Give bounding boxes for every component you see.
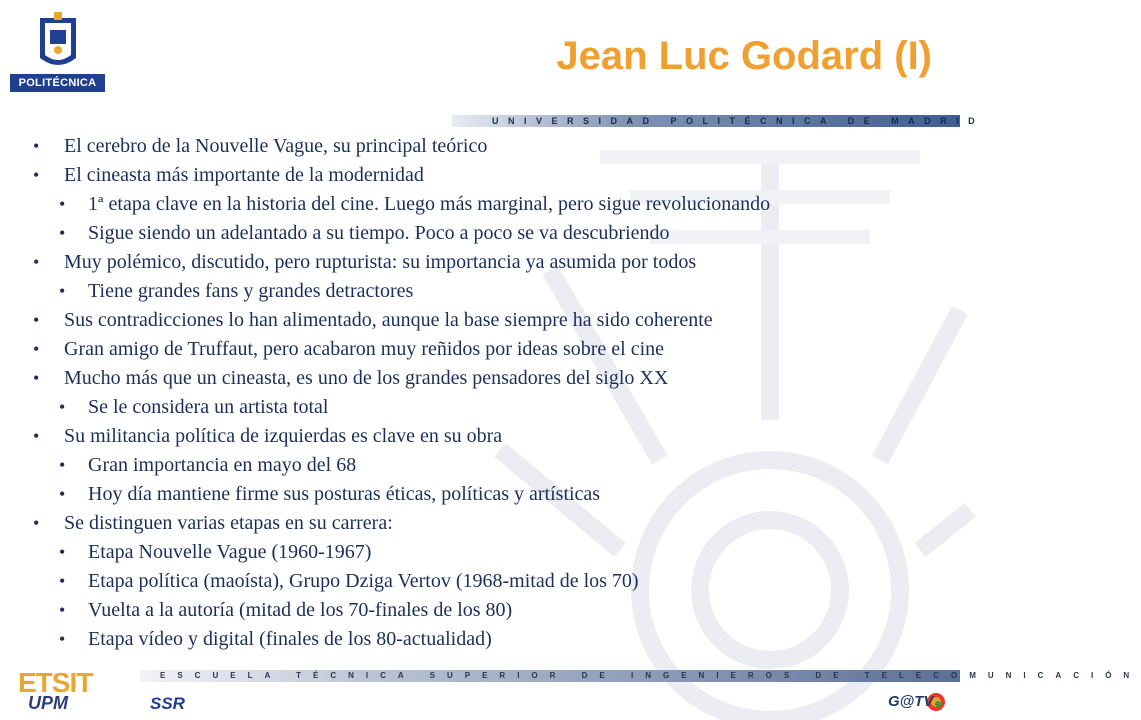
bullet-text: El cineasta más importante de la modernidad [64, 164, 424, 186]
bullet-item [0, 190, 960, 219]
slide-title: Jean Luc Godard (I) [556, 34, 932, 78]
bullet-text: Hoy día mantiene firme sus posturas éticas, políticas y artísticas [88, 483, 601, 505]
school-bar-text: ESCUELA TÉCNICA SUPERIOR DE INGENIEROS DE TELECOMUNICACIÓN [160, 671, 1141, 680]
bullet-icon: • [33, 310, 40, 330]
bullet-item [0, 248, 960, 277]
bullet-icon: • [59, 600, 66, 620]
bullet-text: 1ª etapa clave en la historia del cine. Luego más marginal, pero sigue revolucionando [88, 193, 771, 215]
bullet-text: Etapa vídeo y digital (finales de los 80-actualidad) [88, 628, 492, 650]
bullet-icon: • [33, 165, 40, 185]
bullet-icon: • [59, 571, 66, 591]
bullet-icon: • [59, 397, 66, 417]
bullet-text: Gran importancia en mayo del 68 [88, 454, 357, 476]
bullet-text: Etapa política (maoísta), Grupo Dziga Vertov (1968-mitad de los 70) [88, 570, 639, 592]
bullet-item [0, 451, 960, 480]
bullet-item [0, 538, 960, 567]
gatv-logo [886, 690, 946, 714]
bullet-item [0, 161, 960, 190]
bullet-icon: • [59, 542, 66, 562]
bullet-text: Sus contradicciones lo han alimentado, aunque la base siempre ha sido coherente [64, 309, 713, 331]
bullet-icon: • [59, 281, 66, 301]
bullet-icon: • [33, 136, 40, 156]
bullet-list [0, 132, 960, 654]
gatv-label: G@TV [888, 693, 934, 710]
bullet-text: Tiene grandes fans y grandes detractores [88, 280, 414, 302]
bullet-item [0, 596, 960, 625]
bullet-icon: • [59, 484, 66, 504]
bullet-item [0, 393, 960, 422]
bullet-text: Se le considera un artista total [88, 396, 329, 418]
university-bar-text: UNIVERSIDAD POLITÉCNICA DE MADRID [492, 116, 985, 126]
politecnica-logo [10, 8, 105, 92]
logo-label: POLITÉCNICA [10, 74, 105, 92]
bullet-text: Su militancia política de izquierdas es clave en su obra [64, 425, 503, 447]
upm-logo: UPM [28, 693, 68, 713]
university-bar [452, 115, 985, 127]
bullet-text: Se distinguen varias etapas en su carrera: [64, 512, 393, 534]
bullet-text: Etapa Nouvelle Vague (1960-1967) [88, 541, 372, 563]
bullet-icon: • [59, 194, 66, 214]
bullet-text: Vuelta a la autoría (mitad de los 70-finales de los 80) [88, 599, 513, 621]
bullet-icon: • [33, 339, 40, 359]
bullet-icon: • [33, 513, 40, 533]
bullet-icon: • [33, 252, 40, 272]
bullet-text: Mucho más que un cineasta, es uno de los grandes pensadores del siglo XX [64, 367, 669, 389]
bullet-icon: • [59, 455, 66, 475]
etsit-logo: ETSIT [18, 667, 93, 698]
bullet-item [0, 277, 960, 306]
bullet-text: Muy polémico, discutido, pero rupturista: su importancia ya asumida por todos [64, 251, 697, 273]
bullet-text: El cerebro de la Nouvelle Vague, su principal teórico [64, 135, 488, 157]
bullet-item [0, 306, 960, 335]
bullet-icon: • [59, 629, 66, 649]
bullet-item [0, 335, 960, 364]
bullet-item [0, 509, 960, 538]
bullet-item [0, 132, 960, 161]
bullet-icon: • [33, 368, 40, 388]
ssr-logo: SSR [150, 694, 185, 713]
bullet-item [0, 364, 960, 393]
bullet-item [0, 567, 960, 596]
school-bar [140, 670, 1141, 682]
bullet-item [0, 480, 960, 509]
bullet-item [0, 422, 960, 451]
bullet-text: Gran amigo de Truffaut, pero acabaron muy reñidos por ideas sobre el cine [64, 338, 665, 360]
bullet-icon: • [33, 426, 40, 446]
bullet-item [0, 625, 960, 654]
bullet-text: Sigue siendo un adelantado a su tiempo. Poco a poco se va descubriendo [88, 222, 670, 244]
bullet-icon: • [59, 223, 66, 243]
bullet-item [0, 219, 960, 248]
university-crest-icon [10, 8, 105, 74]
